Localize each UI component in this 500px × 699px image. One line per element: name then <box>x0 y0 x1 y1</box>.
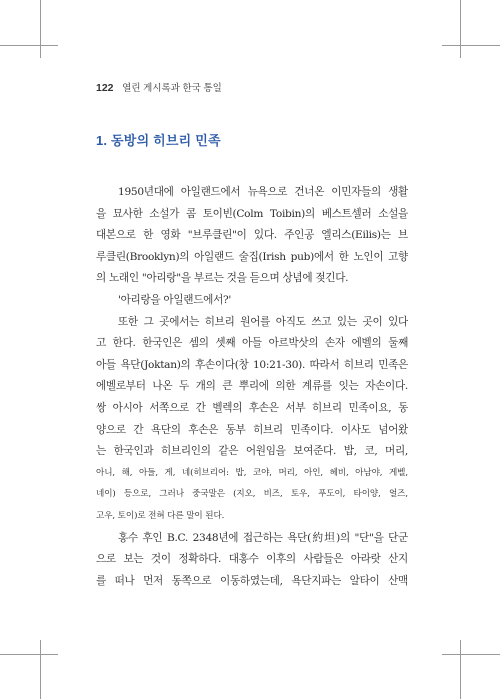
crop-mark-bottom-left-h <box>0 654 58 655</box>
paragraph-line: 또한 그 곳에서는 히브리 원어를 아직도 쓰고 있는 곳이 있다 <box>118 315 408 328</box>
paragraph-line: 홍수 후인 B.C. 2348년에 접근하는 욕단(約坦)의 "단"을 단군 <box>118 531 408 544</box>
paragraph-line: 양으로 간 욕단의 후손은 동부 히브리 민족이다. 이사도 넘어왔 <box>96 423 408 436</box>
quote-line: '아리랑을 아일랜드에서?' <box>118 293 232 306</box>
paragraph-line: 를 떠나 먼저 동쪽으로 이동하였는데, 욕단지파는 알타이 산맥 <box>96 574 408 587</box>
crop-mark-top-right-h <box>442 45 500 46</box>
crop-mark-bottom-right-v <box>460 640 461 699</box>
crop-mark-top-left-h <box>0 45 58 46</box>
paragraph-line: 으로 보는 것이 정확하다. 대홍수 이후의 사람들은 아라랏 산지 <box>96 553 408 566</box>
crop-mark-bottom-left-v <box>40 640 41 699</box>
crop-mark-bottom-right-h <box>442 654 500 655</box>
paragraph-line: 아들 욕단(Joktan)의 후손이다(창 10:21-30). 따라서 히브리 민족은 <box>96 358 408 371</box>
section-title: 1. 동방의 히브리 민족 <box>96 133 221 148</box>
crop-mark-top-left-v <box>40 0 41 58</box>
paragraph-line: 을 묘사한 소설가 콤 토이빈(Colm Toibin)의 베스트셀러 소설을 <box>96 207 408 220</box>
paragraph-line: 고우, 토이)로 전혀 다른 말이 된다. <box>96 510 225 521</box>
crop-mark-top-right-v <box>460 0 461 58</box>
paragraph-line: 의 노래인 "아리랑"을 부르는 것을 듣으며 상념에 젖긴다. <box>96 272 349 285</box>
running-header <box>96 80 222 94</box>
paragraph-line: 아니, 해, 아들, 게, 네(히브리어: 밥, 코야, 머리, 아인, 헤비, 아남야, 게벨, <box>96 467 408 478</box>
running-title: 열린 게시록과 한국 통일 <box>122 83 222 94</box>
paragraph-line: 루클린(Brooklyn)의 아일랜드 술집(Irish pub)에서 한 노인이 고향 <box>96 250 408 263</box>
paragraph-line: 쌍 아시아 서쪽으로 간 벨렉의 후손은 서부 히브리 민족이요, 동 <box>96 401 408 414</box>
paragraph-line: 대본으로 한 영화 "브루클린"이 있다. 주인공 엘리스(Eilis)는 브 <box>96 229 408 242</box>
page-number: 122 <box>96 82 114 94</box>
paragraph-line: 1950년대에 아일랜드에서 뉴욕으로 건너온 이민자들의 생활 <box>118 186 408 198</box>
body-text <box>96 182 408 592</box>
paragraph-line: 는 한국인과 히브리인의 같은 어원임을 보여준다. 밥, 코, 머리, <box>96 445 408 458</box>
paragraph-line: 고 한다. 한국인은 셈의 셋째 아들 아르박삿의 손자 에벨의 둘째 <box>96 337 408 350</box>
paragraph-line: 네이) 등으로, 그러나 중국말은 (지오, 비즈, 토우, 푸도이, 타이양, 얼즈, <box>96 489 408 500</box>
paragraph-line: 에벨로부터 나온 두 개의 큰 뿌리에 의한 계류를 잇는 자손이다. <box>96 380 408 393</box>
